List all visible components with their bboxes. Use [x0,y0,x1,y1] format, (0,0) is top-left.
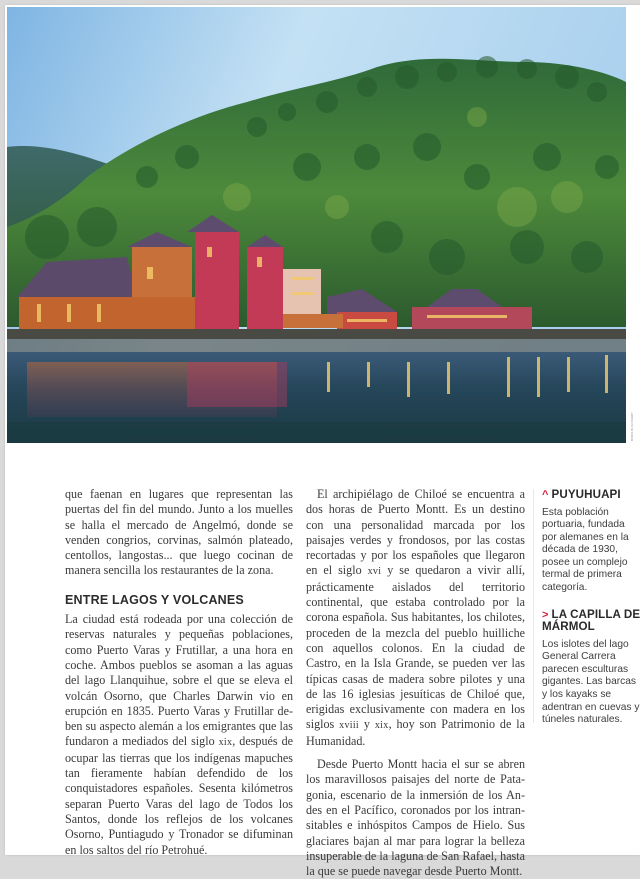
paragraph-lakes-volcanoes: La ciudad está rodeada por una colección de reservas naturales y pequeñas poblaciones, como Puerto Varas y Frutillar, a una hora en coche. Ambos pueblos se asoman a las aguas del lago Llanquihue, sobre el que se eleva el volcán Osorno, que Charles Darwin vio en erupción en 1835. Puerto Varas y Frutillar deben su aspecto alemán a los emigrantes que las fundaron a mediados del siglo xix, después de ocupar las tierras que los indígenas mapuches tan fieramente habían defendido de los conquistadores españoles. Sesenta kilómetros separan Puerto Varas del lago de Todos los Santos, donde los reflejos de los volcanes Osorno, Puntiagudo y Tronador se difuminan en los saltos del río Petrohué. [65,612,293,857]
sidebar-item-text: Esta población portuaria, fundada por alemanes en la década de 1930, posee un complejo termal de primera categoría. [542,506,629,594]
paragraph-patagonia: Desde Puerto Montt hacia el sur se abren los maravillosos paisajes del norte de Patagonia, escenario de la inmersión de los Andes en el Pacífico, coronados por los intransitables e inhóspitos Campos de Hielo. Sus glaciares bajan al mar para lograr la belleza insuperable de la laguna de San Rafael, hasta la que se puede navegar desde Puerto Montt. [306,757,525,879]
sidebar-item-capilla-marmol [542,609,640,727]
paragraph-market: que faenan en lugares que representan las puertas del fin del mundo. Junto a los muelles se halla el mercado de Angelmó, donde se venden congrios, corvinas, salmón plateado, centollos, langostas... que luego cocinan de manera sencilla los restaurantes de la zona. [65,487,293,578]
chevron-right-icon: > [542,608,549,621]
lake-hotel-photo [7,7,626,443]
sidebar-item-title: ^ PUYUHUAPI [542,488,621,501]
sidebar-item-text: Los islotes del lago General Carrera parecen esculturas gigantes. Las barcas y los kayaks se adentran en cuevas y túneles naturales. [542,638,640,726]
paragraph-chiloe: El archipiélago de Chiloé se encuentra a dos horas de Puerto Montt. Es un destino con una personalidad marcada por los paisajes verdes y frondosos, por las costas recortadas y por los españoles que llegaron en el siglo xvi y se quedaron a vivir allí, prácticamente aislados del territorio continental, que estaba controlado por la corona española. Sus habitantes, los chilotes, proceden de la mezcla del pueblo huilliche con aquellos colonos. En la ciudad de Castro, en la Isla Grande, se pueden ver las típicas casas de madera sobre pilotes y una de las 16 iglesias jesuíticas de Chiloé que, erigidas exclusivamente con madera en los siglos xviii y xix, hoy son Patrimonio de la Humanidad. [306,487,525,748]
sidebar-item-title: > LA CAPILLA DE MÁRMOL [542,607,640,634]
article-column-2 [306,487,525,879]
photo-credit: BORIS BUSCHARDT [630,412,634,441]
sidebar-divider [533,489,534,723]
chevron-up-icon: ^ [542,489,549,501]
sidebar-item-puyuhuapi [542,489,640,595]
magazine-page [5,5,640,879]
article-column-1 [65,487,293,858]
section-subhead: ENTRE LAGOS Y VOLCANES [65,592,244,607]
sidebar [542,489,640,741]
